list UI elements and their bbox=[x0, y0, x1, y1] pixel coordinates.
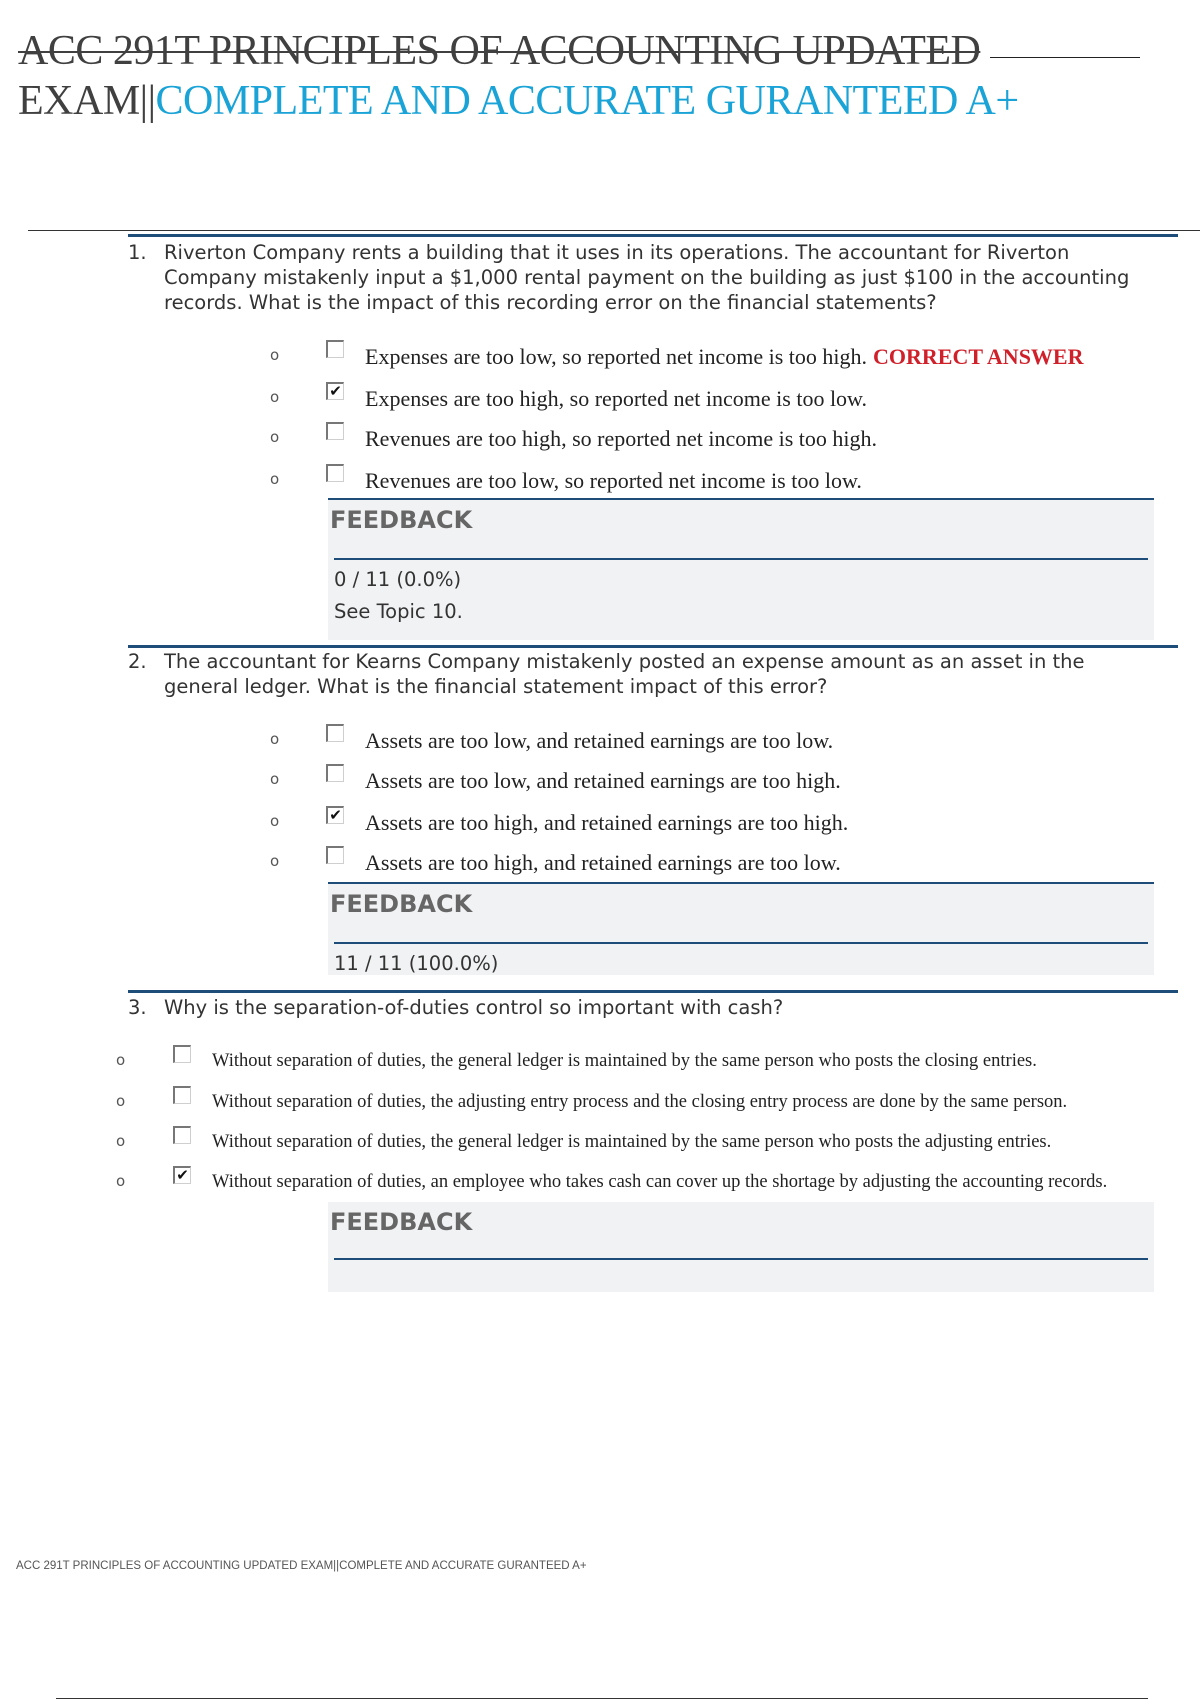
option-label: Revenues are too low, so reported net income is too low. bbox=[365, 468, 862, 493]
checkbox-icon[interactable] bbox=[326, 846, 344, 864]
question-text bbox=[128, 240, 1158, 314]
question-rule bbox=[128, 234, 1178, 237]
option-label: Assets are too low, and retained earnings are too low. bbox=[365, 728, 834, 753]
option-label: Without separation of duties, the adjusting entry process and the closing entry process are done by the same person. bbox=[212, 1092, 1068, 1112]
option-label: Assets are too high, and retained earnings are too high. bbox=[365, 810, 849, 835]
checkbox-icon[interactable] bbox=[326, 724, 344, 742]
bullet-icon: o bbox=[270, 428, 280, 446]
checkbox-icon[interactable] bbox=[326, 422, 344, 440]
title-line-1: ACC 291T PRINCIPLES OF ACCOUNTING UPDATED bbox=[18, 28, 981, 74]
page-footer: ACC 291T PRINCIPLES OF ACCOUNTING UPDATED EXAM||COMPLETE AND ACCURATE GURANTEED A+ bbox=[16, 1560, 587, 1572]
checkbox-icon[interactable] bbox=[173, 1126, 191, 1144]
checkbox-checked-icon[interactable]: ✔ bbox=[173, 1166, 191, 1184]
checkbox-checked-icon[interactable]: ✔ bbox=[326, 806, 344, 824]
checkbox-icon[interactable] bbox=[326, 764, 344, 782]
feedback-divider bbox=[334, 942, 1148, 944]
bullet-icon: o bbox=[270, 388, 280, 406]
question-body: The accountant for Kearns Company mistakenly posted an expense amount as an asset in the general ledger. What is the financial statement impact of this error? bbox=[164, 650, 1085, 698]
bullet-icon: o bbox=[116, 1092, 126, 1110]
footer-divider bbox=[56, 1698, 1148, 1699]
checkbox-checked-icon[interactable]: ✔ bbox=[326, 382, 344, 400]
question-number: 3. bbox=[128, 996, 147, 1019]
question-text bbox=[128, 649, 1158, 698]
option-label bbox=[365, 344, 1084, 370]
option-label: Assets are too low, and retained earnings are too high. bbox=[365, 768, 841, 793]
feedback-panel bbox=[328, 498, 1154, 640]
correct-answer-tag: CORRECT ANSWER bbox=[873, 344, 1084, 369]
question-body: Riverton Company rents a building that it uses in its operations. The accountant for Riverton Company mistakenly input a $1,000 rental payment on the building as just $100 in the accounting records. What is the impact of this recording error on the financial statements? bbox=[164, 241, 1130, 314]
checkbox-icon[interactable] bbox=[173, 1086, 191, 1104]
bullet-icon: o bbox=[270, 770, 280, 788]
feedback-note: See Topic 10. bbox=[334, 600, 463, 623]
bullet-icon: o bbox=[116, 1132, 126, 1150]
feedback-score: 11 / 11 (100.0%) bbox=[334, 952, 499, 975]
checkbox-icon[interactable] bbox=[326, 340, 344, 358]
checkbox-icon[interactable] bbox=[173, 1045, 191, 1063]
document-title bbox=[18, 26, 1138, 126]
option-label: Without separation of duties, the general ledger is maintained by the same person who posts the closing entries. bbox=[212, 1051, 1037, 1071]
feedback-divider bbox=[334, 1258, 1148, 1260]
bullet-icon: o bbox=[270, 346, 280, 364]
question-number: 1. bbox=[128, 241, 147, 264]
question-rule bbox=[128, 645, 1178, 648]
question-text bbox=[128, 995, 1158, 1020]
option-label: Without separation of duties, the general ledger is maintained by the same person who posts the adjusting entries. bbox=[212, 1132, 1052, 1152]
feedback-score: 0 / 11 (0.0%) bbox=[334, 568, 462, 591]
question-number: 2. bbox=[128, 650, 147, 673]
title-line-2 bbox=[18, 78, 1019, 124]
feedback-divider bbox=[334, 558, 1148, 560]
bullet-icon: o bbox=[270, 730, 280, 748]
option-label: Expenses are too high, so reported net income is too low. bbox=[365, 386, 868, 411]
option-label: Assets are too high, and retained earnings are too low. bbox=[365, 850, 841, 875]
bullet-icon: o bbox=[116, 1051, 126, 1069]
checkbox-icon[interactable] bbox=[326, 464, 344, 482]
feedback-heading: FEEDBACK bbox=[330, 1208, 473, 1236]
title-line-2-accent: COMPLETE AND ACCURATE GURANTEED A+ bbox=[155, 78, 1019, 124]
question-body: Why is the separation-of-duties control so important with cash? bbox=[164, 996, 784, 1019]
question-rule bbox=[128, 990, 1178, 993]
feedback-heading: FEEDBACK bbox=[328, 498, 1154, 544]
feedback-panel bbox=[328, 882, 1154, 975]
header-divider bbox=[28, 230, 1200, 231]
option-label: Without separation of duties, an employee who takes cash can cover up the shortage by adjusting the accounting records. bbox=[212, 1172, 1108, 1192]
option-text: Expenses are too low, so reported net income is too high. bbox=[365, 344, 868, 369]
feedback-panel bbox=[328, 1202, 1154, 1292]
option-label: Revenues are too high, so reported net income is too high. bbox=[365, 426, 877, 451]
bullet-icon: o bbox=[116, 1172, 126, 1190]
bullet-icon: o bbox=[270, 470, 280, 488]
title-line-2-plain: EXAM|| bbox=[18, 78, 156, 124]
bullet-icon: o bbox=[270, 812, 280, 830]
bullet-icon: o bbox=[270, 852, 280, 870]
title-underline bbox=[990, 57, 1140, 58]
feedback-heading: FEEDBACK bbox=[328, 882, 1154, 928]
